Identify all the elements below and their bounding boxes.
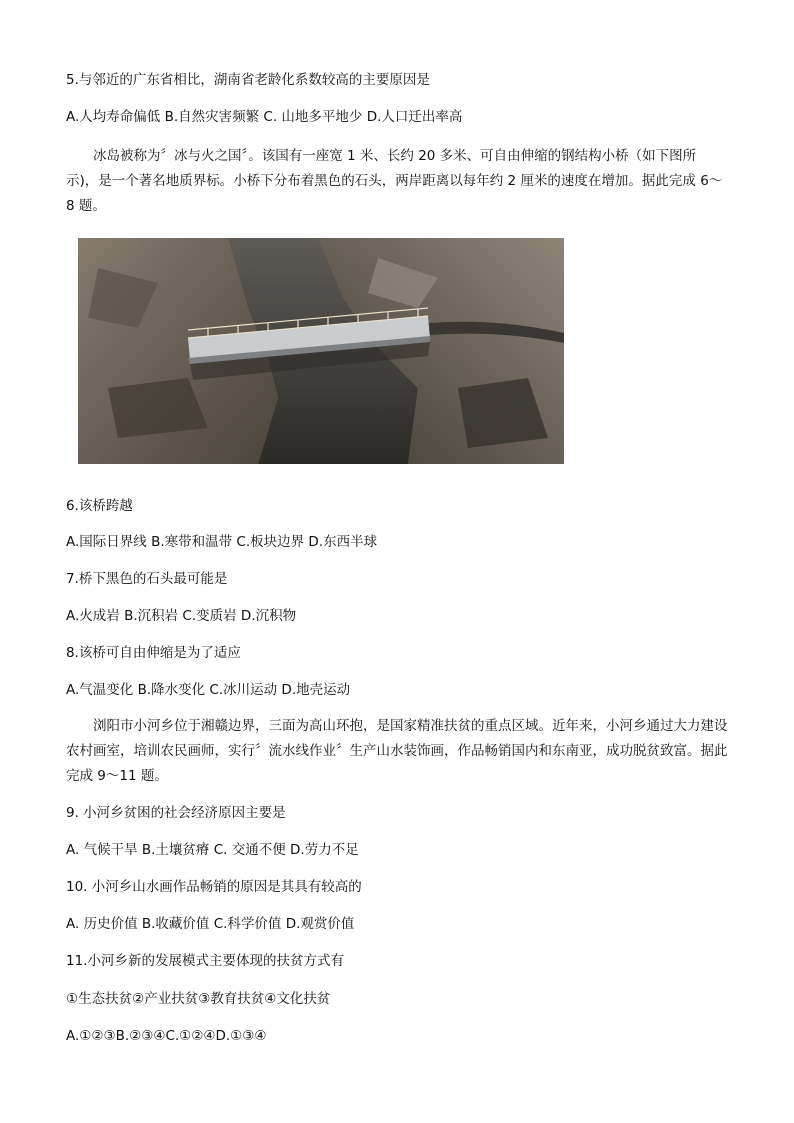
q7-options: A.火成岩 B.沉积岩 C.变质岩 D.沉积物 <box>66 608 297 624</box>
q8-stem: 8.该桥可自由伸缩是为了适应 <box>66 645 241 661</box>
q9-stem: 9. 小河乡贫困的社会经济原因主要是 <box>66 805 286 821</box>
bridge-photo-illustration <box>78 238 564 464</box>
passage-iceland: 冰岛被称为〞冰与火之国〞。该国有一座宽 1 米、长约 20 多米、可自由伸缩的钢结构小桥（如下图所示)，是一个著名地质界标。小桥下分布着黑色的石头，两岸距离以每年约 2 厘米的速度在增加。据此完成 6～8 题。 <box>66 148 723 214</box>
q11-stem: 11.小河乡新的发展模式主要体现的扶贫方式有 <box>66 953 344 969</box>
q6-options: A.国际日界线 B.寒带和温带 C.板块边界 D.东西半球 <box>66 534 378 550</box>
q10-options: A. 历史价值 B.收藏价值 C.科学价值 D.观赏价值 <box>66 916 355 932</box>
q11-items: ①生态扶贫②产业扶贫③教育扶贫④文化扶贫 <box>66 991 331 1007</box>
q5-options: A.人均寿命偏低 B.自然灾害频繁 C. 山地多平地少 D.人口迁出率高 <box>66 109 463 125</box>
bridge-photo <box>78 238 564 464</box>
q9-options: A. 气候干旱 B.土壤贫瘠 C. 交通不便 D.劳力不足 <box>66 842 359 858</box>
q7-stem: 7.桥下黑色的石头最可能是 <box>66 571 228 587</box>
q6-stem: 6.该桥跨越 <box>66 498 133 514</box>
q8-options: A.气温变化 B.降水变化 C.冰川运动 D.地壳运动 <box>66 682 351 698</box>
passage-xiaohe: 浏阳市小河乡位于湘赣边界，三面为高山环抱，是国家精准扶贫的重点区域。近年来，小河乡通过大力建设农村画室，培训农民画师，实行〞流水线作业〞生产山水装饰画，作品畅销国内和东南亚，成功脱贫致富。据此完成 9～11 题。 <box>66 718 728 784</box>
q10-stem: 10. 小河乡山水画作品畅销的原因是其具有较高的 <box>66 879 362 895</box>
q11-options: A.①②③B.②③④C.①②④D.①③④ <box>66 1028 267 1044</box>
q5-stem: 5.与邻近的广东省相比，湖南省老龄化系数较高的主要原因是 <box>66 72 430 88</box>
